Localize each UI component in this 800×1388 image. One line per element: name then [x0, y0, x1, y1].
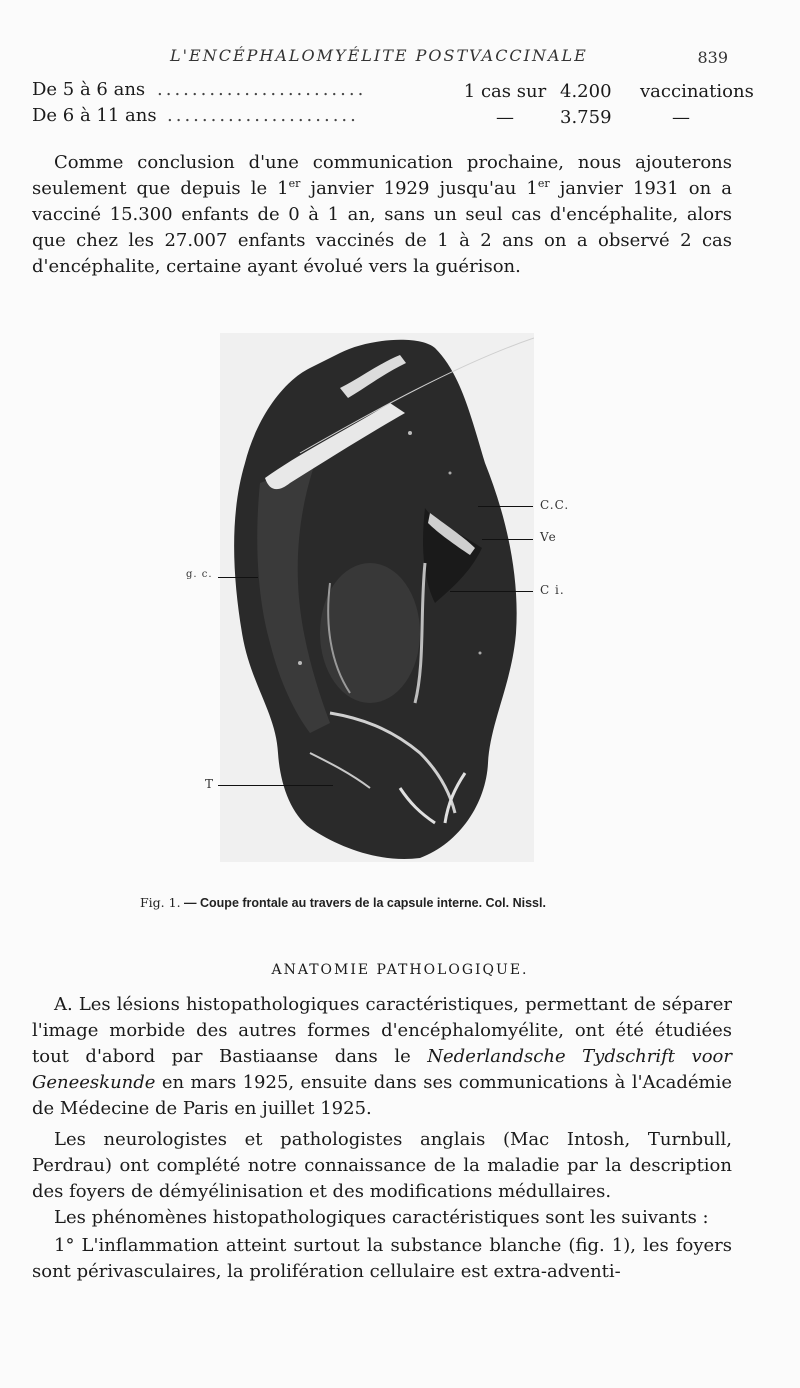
case-count: — — [496, 107, 514, 128]
brain-section-micrograph — [220, 333, 534, 862]
table-row — [32, 104, 732, 130]
vaccination-count: 4.200 — [560, 81, 612, 102]
body-paragraph: 1° L'inflammation atteint surtout la substance blanche (fig. 1), les foyers sont périvasculaires, la prolifération cellulaire est extra-adventi- — [32, 1235, 732, 1282]
label-t: T — [205, 777, 215, 791]
leader-line — [482, 539, 533, 540]
leader-line — [218, 785, 333, 786]
table-row — [32, 78, 754, 104]
leader-line — [450, 591, 533, 592]
text-span: Comme conclusion d'une communication prochaine, nous ajouterons seulement que depuis le 1 — [32, 152, 732, 199]
text-span: A. Les lésions histopathologiques caractéristiques, permettant de séparer l'image morbide des autres formes d'encéphalomyélite, ont été étudiées tout d'abord par Bastiaanse dans le — [32, 994, 732, 1067]
age-range-label: De 6 à 11 ans — [32, 105, 157, 126]
text-span: janvier 1929 jusqu'au 1 — [300, 178, 538, 199]
age-statistics-table — [32, 78, 754, 130]
body-paragraph — [32, 992, 732, 1122]
leader-line — [478, 506, 533, 507]
label-gc: g. c. — [186, 569, 213, 580]
figure-caption — [140, 895, 660, 910]
label-internal-capsule: C i. — [540, 583, 565, 597]
body-paragraph: Les neurologistes et pathologistes anglais (Mac Intosh, Turnbull, Perdrau) ont complété notre connaissance de la maladie par la description des foyers de démyélinisation et des modifications médullaires. — [32, 1129, 732, 1202]
label-ventricle: Ve — [540, 530, 557, 544]
dot-leader: ...................... — [167, 105, 359, 126]
leader-line — [218, 577, 258, 578]
section-heading: ANATOMIE PATHOLOGIQUE. — [271, 962, 529, 978]
figure-caption-text: — Coupe frontale au travers de la capsule interne. Col. Nissl. — [184, 896, 546, 910]
case-count: 1 cas sur — [463, 81, 547, 102]
superscript: er — [537, 177, 550, 190]
journal-title: Nederlandsche Tydschrift voor Geneeskunde — [32, 1046, 732, 1093]
age-range-label: De 5 à 6 ans — [32, 79, 146, 100]
page-number: 839 — [697, 48, 728, 67]
vaccination-count: 3.759 — [560, 107, 612, 128]
text-span: janvier 1931 on a vacciné 15.300 enfants de 0 à 1 an, sans un seul cas d'encéphalite, alors que chez les 27.007 enfants vaccinés de 1 à 2 ans on a observé 2 cas d'encéphalite, certaine ayant évolué vers la guérison. — [32, 178, 732, 277]
conclusion-paragraph — [32, 150, 732, 280]
dot-leader: ........................ — [157, 79, 367, 100]
label-corpus-callosum: C.C. — [540, 498, 570, 512]
unit-label: — — [672, 107, 690, 128]
body-paragraph: Les phénomènes histopathologiques caractéristiques sont les suivants : — [54, 1207, 709, 1228]
figure-number: Fig. 1. — [140, 895, 181, 910]
micrograph-image — [220, 333, 534, 862]
text-span: en mars 1925, ensuite dans ses communications à l'Académie de Médecine de Paris en juillet 1925. — [32, 1072, 732, 1119]
unit-label: vaccinations — [640, 81, 754, 102]
superscript: er — [288, 177, 301, 190]
running-title: L'ENCÉPHALOMYÉLITE POSTVACCINALE — [170, 46, 588, 65]
